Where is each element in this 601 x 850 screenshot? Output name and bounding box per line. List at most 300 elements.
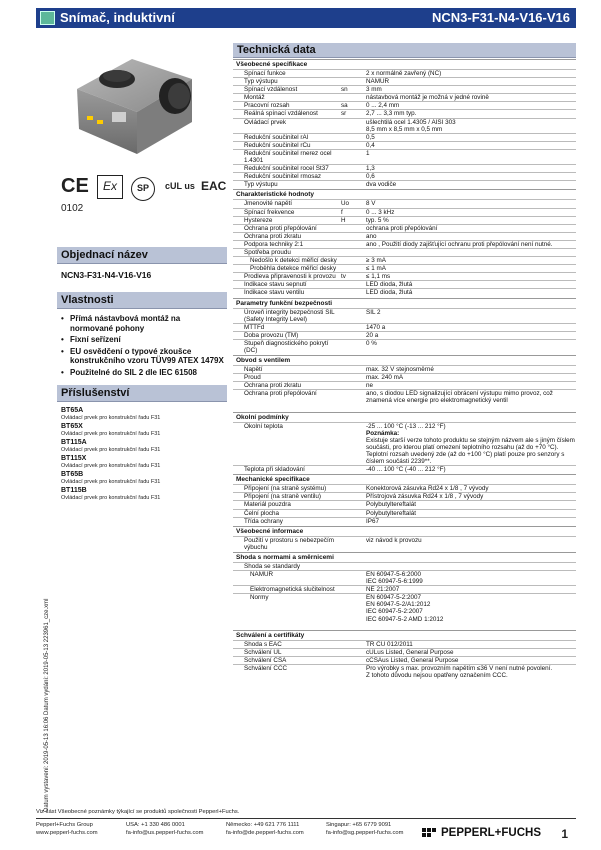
tech-row-symbol — [341, 485, 366, 492]
tech-group-heading: Parametry funkční bezpečnosti — [233, 298, 576, 308]
accessory-code: BT65X — [61, 423, 83, 430]
cul-mark: cUL us — [165, 181, 195, 191]
tech-row-symbol — [341, 181, 366, 188]
tech-row — [233, 272, 576, 280]
footer-usa-email[interactable]: fa-info@us.pepperl-fuchs.com — [126, 829, 204, 836]
tech-row-label: Ochrana proti přepólování — [244, 224, 317, 232]
tech-row-label: Čelní plocha — [244, 509, 280, 517]
tech-row-symbol — [341, 665, 366, 679]
tech-row-value-line: ≤ 1,1 ms — [366, 273, 391, 281]
tech-row-value — [366, 382, 576, 389]
footer-group-web[interactable]: www.pepperl-fuchs.com — [36, 829, 98, 836]
tech-row-symbol — [341, 374, 366, 381]
tech-row-value-line: dva vodiče — [366, 181, 397, 189]
tech-row — [233, 118, 576, 133]
ce-number: 0102 — [61, 203, 84, 214]
tech-row-value — [366, 181, 576, 188]
tech-row-value — [366, 78, 576, 85]
tech-row-value-line: ano — [366, 232, 377, 240]
tech-row-value-line: 0,6 — [366, 173, 375, 181]
tech-row-label: Nedošlo k detekci měřicí desky — [250, 257, 337, 265]
tech-row-value — [366, 209, 576, 216]
tech-row-value-line: Teplotní rozsah uvedený zde (až do +100 °C) platí pouze pro senzory s číslem součásti 2239**. — [366, 450, 565, 466]
tech-row-value-line: NAMUR — [366, 78, 390, 86]
tech-row — [233, 69, 576, 77]
tech-row-label: Třída ochrany — [244, 517, 283, 525]
tech-row-value-line: typ. 5 % — [366, 216, 389, 224]
tech-row — [233, 164, 576, 172]
tech-row-value-line: ano, s diodou LED signalizující obrácení výstupu mimo provoz, což znamená více energie pro elektromagnetický ventil — [366, 390, 553, 405]
tech-row-value-line: 0,4 — [366, 141, 375, 149]
tech-row-value — [366, 70, 576, 77]
tech-group-heading: Schválení a certifikáty — [233, 630, 576, 640]
tech-row-label: Napětí — [244, 366, 263, 374]
tech-row-label: Spínací vzdálenost — [244, 86, 298, 94]
tech-row — [233, 562, 576, 570]
tech-row-value-line: 0,5 — [366, 133, 375, 141]
tech-row-symbol — [341, 537, 366, 551]
tech-row-symbol — [341, 340, 366, 354]
tech-row-symbol — [341, 257, 366, 264]
tech-row-value-line: cULus Listed, General Purpose — [366, 648, 454, 656]
product-photo — [57, 34, 227, 169]
tech-row-value-line: Polybutyltereftalát — [366, 509, 417, 517]
tech-row-value-line: Konektorová zásuvka Rd24 x 1/8 , 7 vývody — [366, 485, 489, 493]
tech-row-label: Materiál pouzdra — [244, 501, 291, 509]
accessory-desc: Ovládací prvek pro konstrukční řadu F31 — [61, 447, 161, 453]
tech-row-value-line: Poznámka: — [366, 429, 400, 437]
tech-row-value-line: viz návod k provozu — [366, 536, 422, 544]
tech-row-value-line: 2,7 ... 3,3 mm typ. — [366, 110, 417, 118]
tech-row-label: Schválení UL — [244, 648, 282, 656]
tech-row — [233, 85, 576, 93]
tech-row-label: MTTFd — [244, 323, 265, 331]
tech-row — [233, 240, 576, 248]
pepperl-fuchs-logo: PEPPERL+FUCHS — [441, 827, 542, 839]
features-heading: Vlastnosti — [57, 292, 227, 309]
tech-row-value — [366, 265, 576, 272]
tech-row-value-line: EN 60947-5-2/A1:2012 — [366, 601, 431, 609]
tech-row — [233, 232, 576, 240]
tech-row — [233, 133, 576, 141]
accessories-list — [57, 402, 227, 506]
tech-row-value-line: 1,3 — [366, 165, 375, 173]
tech-row-symbol — [341, 332, 366, 339]
tech-row-value — [366, 86, 576, 93]
tech-row-value-line: 0 % — [366, 339, 377, 347]
tech-row-value — [366, 332, 576, 339]
tech-row-label: Proud — [244, 374, 261, 382]
tech-row-value — [366, 563, 576, 570]
tech-row — [233, 648, 576, 656]
tech-row-value-line: IEC 60947-5-6:1999 — [366, 578, 423, 586]
tech-row-label: Schválení CSA — [244, 656, 287, 664]
tech-row-symbol — [341, 571, 366, 585]
tech-row-label: Redukční součinitel rocel St37 — [244, 165, 329, 173]
tech-row-label: Doba provozu (TM) — [244, 331, 299, 339]
ex-mark: Ex — [97, 175, 123, 199]
tech-row-symbol — [341, 657, 366, 664]
tech-row-symbol — [341, 289, 366, 296]
tech-row-symbol — [341, 466, 366, 473]
group-gap — [233, 405, 576, 411]
accessory-code: BT115B — [61, 487, 87, 494]
tech-row-value-line: EN 60947-5-6:2000 — [366, 570, 421, 578]
tech-row-value-line: Z tohoto důvodu nejsou opatřeny označením CCC. — [366, 672, 508, 679]
tech-row-value — [366, 374, 576, 381]
footer-germany-phone: Německo: +49 621 776 1111 — [226, 822, 300, 828]
accessory-desc: Ovládací prvek pro konstrukční řadu F31 — [61, 495, 161, 501]
tech-row — [233, 373, 576, 381]
page-footer — [36, 809, 576, 841]
footer-singapore-phone: Singapur: +65 6779 9091 — [326, 822, 392, 828]
tech-row — [233, 331, 576, 339]
tech-row-value — [366, 200, 576, 207]
tech-row — [233, 365, 576, 373]
tech-row-label: Spotřeba proudu — [244, 248, 291, 256]
tech-row — [233, 288, 576, 296]
tech-row — [233, 101, 576, 109]
tech-row — [233, 224, 576, 232]
tech-row-value — [366, 309, 576, 323]
tech-row-value-line: EN 60947-5-2:2007 — [366, 594, 421, 602]
tech-row-label: Typ výstupu — [244, 181, 278, 189]
tech-row-value-line: 0 ... 2,4 mm — [366, 102, 400, 110]
tech-row-value-line: -40 ... 100 °C (-40 ... 212 °F) — [366, 466, 446, 474]
tech-row-label: Hystereze — [244, 216, 273, 224]
accessory-desc: Ovládací prvek pro konstrukční řadu F31 — [61, 463, 161, 469]
tech-row — [233, 640, 576, 648]
tech-row — [233, 149, 576, 164]
tech-row-symbol — [341, 134, 366, 141]
tech-row-value-line: ≤ 1 mA — [366, 265, 386, 273]
tech-row-label: Indikace stavu sepnutí — [244, 281, 307, 289]
tech-row-value — [366, 493, 576, 500]
tech-row-value — [366, 233, 576, 240]
footer-germany — [226, 822, 304, 837]
accessory-desc: Ovládací prvek pro konstrukční řadu F31 — [61, 479, 161, 485]
tech-row — [233, 199, 576, 207]
technical-data-column — [233, 43, 576, 679]
tech-row — [233, 256, 576, 264]
tech-row-symbol — [341, 501, 366, 508]
tech-row-value — [366, 657, 576, 664]
tech-group-heading: Shoda s normami a směrnicemi — [233, 552, 576, 562]
tech-row — [233, 536, 576, 551]
tech-row-symbol: sr — [341, 110, 347, 118]
tech-row-symbol — [341, 165, 366, 172]
tech-row-value — [366, 102, 576, 109]
tech-row-value-line: NE 21:2007 — [366, 586, 400, 594]
tech-row-label: Prodleva připravenosti k provozu — [244, 273, 336, 281]
tech-row-label: Pracovní rozsah — [244, 102, 290, 110]
accessory-code: BT115X — [61, 455, 87, 462]
tech-group-heading: Obvod s ventilem — [233, 355, 576, 365]
tech-row-symbol: f — [341, 208, 343, 216]
tech-row-symbol — [341, 324, 366, 331]
tech-row — [233, 465, 576, 473]
tech-row-value-line: 8,5 mm x 8,5 mm x 0,5 mm — [366, 125, 443, 133]
tech-row-label: Schválení CCC — [244, 664, 288, 672]
tech-row-symbol — [341, 142, 366, 149]
tech-row-value-line: 0 ... 3 kHz — [366, 208, 395, 216]
tech-group-heading: Mechanické specifikace — [233, 474, 576, 484]
tech-row-value — [366, 501, 576, 508]
footer-usa — [126, 822, 203, 837]
tech-row — [233, 141, 576, 149]
tech-row — [233, 517, 576, 525]
tech-row-value-line: Polybutyltereftalát — [366, 501, 417, 509]
tech-row-label: Indikace stavu ventilu — [244, 289, 305, 297]
tech-row — [233, 109, 576, 117]
tech-row-value — [366, 423, 576, 466]
feature-item: • Fixní seřízení — [61, 335, 225, 345]
csa-mark: SP — [131, 177, 155, 201]
tech-row-label: Reálná spínací vzdálenost — [244, 110, 318, 118]
tech-row-label: Shoda se standardy — [244, 562, 301, 570]
tech-row-label: Typ výstupu — [244, 78, 278, 86]
tech-row-value — [366, 485, 576, 492]
tech-row-value-line: -25 ... 100 °C (-13 ... 212 °F) — [366, 422, 446, 430]
tech-row-value-line: Přístrojová zásuvka Rd24 x 1/8 , 7 vývody — [366, 493, 484, 501]
tech-row-value-line: 8 V — [366, 200, 376, 208]
tech-row-symbol — [341, 233, 366, 240]
tech-row-value-line: LED dioda, žlutá — [366, 281, 413, 289]
tech-row — [233, 280, 576, 288]
tech-row-value-line: nástavbová montáž je možná v jedné rovině — [366, 94, 489, 102]
tech-row-symbol — [341, 423, 366, 466]
tech-row-value — [366, 324, 576, 331]
tech-row-symbol: Uo — [341, 200, 350, 208]
tech-row-symbol — [341, 281, 366, 288]
tech-row-value — [366, 366, 576, 373]
feature-item: • Použitelné do SIL 2 dle IEC 61508 — [61, 368, 225, 378]
tech-row-value-line: TR CU 012/2011 — [366, 640, 413, 648]
tech-row-value — [366, 119, 576, 133]
tech-row-symbol — [341, 119, 366, 133]
tech-row — [233, 323, 576, 331]
tech-row — [233, 585, 576, 593]
tech-row — [233, 664, 576, 679]
footer-singapore — [326, 822, 403, 837]
tech-row-value — [366, 273, 576, 280]
tech-row — [233, 500, 576, 508]
tech-row-symbol — [341, 225, 366, 232]
tech-row-value-line: ≥ 3 mA — [366, 257, 386, 265]
tech-row — [233, 339, 576, 354]
features-list — [57, 309, 227, 385]
tech-row-label: Připojení (na straně systému) — [244, 485, 327, 493]
tech-row — [233, 180, 576, 188]
footer-singapore-email[interactable]: fa-info@sg.pepperl-fuchs.com — [326, 829, 404, 836]
tech-row-label: Připojení (na straně ventilu) — [244, 493, 322, 501]
tech-row-value-line: IP67 — [366, 517, 379, 525]
tech-row — [233, 492, 576, 500]
tech-row-symbol — [341, 493, 366, 500]
tech-row-value — [366, 390, 576, 404]
tech-row-value — [366, 594, 576, 622]
tech-row-value — [366, 173, 576, 180]
tech-row-value — [366, 225, 576, 232]
product-model-title: NCN3-F31-N4-V16-V16 — [432, 10, 570, 25]
ce-mark: CE — [61, 175, 89, 197]
tech-row-value — [366, 641, 576, 648]
tech-row — [233, 389, 576, 404]
tech-row-value-line: Existuje starší verze tohoto produktu se stejným názvem ale s jiným číslem součásti, pro kterou platí omezení teplotního rozsahu (až do +70 °C). — [366, 436, 575, 451]
tech-row — [233, 422, 576, 466]
tech-row-symbol — [341, 518, 366, 525]
tech-row-value — [366, 289, 576, 296]
tech-row-value-line: cCSAus Listed, General Purpose — [366, 656, 459, 664]
tech-row — [233, 208, 576, 216]
tech-group-heading: Okolní podmínky — [233, 412, 576, 422]
tech-row-value — [366, 94, 576, 101]
tech-row-value-line: LED dioda, žlutá — [366, 289, 413, 297]
tech-row-label: Úroveň integrity bezpečnosti SIL (Safety Integrity Level) — [244, 308, 335, 323]
footer-note: Viz část Všeobecné poznámky týkající se produktů společnosti Pepperl+Fuchs. — [36, 809, 240, 815]
tech-row-value-line: ano , Použití diody zajišťující ochranu proti přepólování není nutné. — [366, 240, 553, 248]
tech-row-value — [366, 217, 576, 224]
tech-row-label: Spínací funkce — [244, 70, 286, 77]
tech-row-value-line: 3 mm — [366, 86, 382, 94]
certification-marks — [57, 171, 227, 231]
tech-row — [233, 93, 576, 101]
tech-row — [233, 593, 576, 622]
tech-row — [233, 381, 576, 389]
tech-row-value — [366, 134, 576, 141]
tech-row-value — [366, 257, 576, 264]
footer-group-name: Pepperl+Fuchs Group — [36, 822, 93, 828]
tech-row-value-line: ne — [366, 382, 374, 390]
tech-row-value — [366, 241, 576, 248]
group-gap — [233, 623, 576, 629]
accessory-code: BT65A — [61, 407, 84, 414]
tech-row-symbol — [341, 641, 366, 648]
order-name-value: NCN3-F31-N4-V16-V16 — [61, 270, 152, 280]
tech-row-symbol — [341, 510, 366, 517]
tech-row-symbol — [341, 563, 366, 570]
tech-row-label: Spínací frekvence — [244, 208, 295, 216]
tech-row-value-line: max. 240 mA — [366, 374, 404, 382]
tech-row — [233, 77, 576, 85]
tech-row-symbol — [341, 150, 366, 164]
tech-row-label: Redukční součinitel rmosaz — [244, 173, 321, 181]
tech-row-symbol: H — [341, 216, 346, 224]
tech-group-heading: Všeobecné specifikace — [233, 59, 576, 69]
tech-row — [233, 509, 576, 517]
tech-row-value — [366, 165, 576, 172]
product-type-title: Snímač, induktivní — [60, 10, 175, 25]
tech-group-heading: Charakteristické hodnoty — [233, 189, 576, 199]
tech-row-symbol: sn — [341, 86, 348, 94]
tech-row-symbol: tv — [341, 273, 346, 281]
tech-row-symbol — [341, 594, 366, 622]
tech-row-value-line: ochrana proti přepólování — [366, 224, 438, 232]
accessory-desc: Ovládací prvek pro konstrukční řadu F31 — [61, 431, 161, 437]
tech-row-symbol — [341, 94, 366, 101]
tech-row-symbol: sa — [341, 102, 348, 110]
tech-row-value-line: 2 x normálně zavřený (NC) — [366, 70, 442, 77]
technical-data-heading: Technická data — [233, 43, 576, 58]
tech-row-value — [366, 586, 576, 593]
tech-row-label: Proběhla detekce měřicí desky — [250, 265, 337, 273]
tech-row-symbol — [341, 309, 366, 323]
tech-row — [233, 172, 576, 180]
tech-row-value-line: IEC 60947-5-2 AMD 1:2012 — [366, 615, 444, 623]
tech-row-label: Ovládací prvek — [244, 118, 286, 126]
tech-row-label: Redukční součinitel rnerez ocel 1.4301 — [244, 149, 332, 165]
tech-row-value-line: ušlechtilá ocel 1.4305 / AISI 303 — [366, 118, 456, 126]
eac-mark: EAC — [201, 179, 227, 193]
accessory-code: BT65B — [61, 471, 84, 478]
tech-row-value — [366, 466, 576, 473]
tech-row — [233, 216, 576, 224]
tech-row-value-line: 1470 a — [366, 323, 386, 331]
tech-row-value-line: Pro výrobky s max. provozním napětím ≤36 V není nutné povolení. — [366, 664, 553, 672]
tech-row-symbol — [341, 173, 366, 180]
accessories-heading: Příslušenství — [57, 385, 227, 402]
tech-row — [233, 570, 576, 585]
tech-row-symbol — [341, 265, 366, 272]
tech-row-label: Ochrana proti zkratu — [244, 382, 302, 390]
tech-row-label: Jmenovité napětí — [244, 200, 292, 208]
tech-row-label: Teplota při skladování — [244, 466, 305, 474]
tech-row-value — [366, 510, 576, 517]
feature-item: • Přímá nástavbová montáž na normované pohony — [61, 314, 225, 333]
tech-row-symbol — [341, 382, 366, 389]
tech-row-value-line: 1 — [366, 149, 370, 157]
tech-row-label: Ochrana proti přepólování — [244, 390, 317, 398]
tech-row-label: Shoda s EAC — [244, 640, 282, 648]
left-column — [57, 34, 227, 506]
tech-row-value — [366, 281, 576, 288]
accessory-code: BT115A — [61, 439, 87, 446]
tech-row-label: Okolní teplota — [244, 422, 283, 430]
order-name-heading: Objednací název — [57, 247, 227, 264]
footer-usa-phone: USA: +1 330 486 0001 — [126, 822, 185, 828]
tech-row-symbol — [341, 390, 366, 404]
tech-row-label: NAMUR — [250, 570, 274, 578]
tech-row — [233, 484, 576, 492]
tech-row-value — [366, 249, 576, 256]
tech-row-value — [366, 649, 576, 656]
tech-row-value — [366, 142, 576, 149]
tech-row-label: Stupeň diagnostického pokrytí (DC) — [244, 339, 329, 354]
tech-row-label: Elektromagnetická slučitelnost — [250, 586, 335, 594]
tech-row-label: Montáž — [244, 94, 265, 102]
tech-row — [233, 264, 576, 272]
tech-row — [233, 308, 576, 323]
tech-row-value-line: SIL 2 — [366, 308, 381, 316]
header-square-icon — [40, 11, 55, 25]
tech-row-value-line: 20 a — [366, 331, 379, 339]
issue-date-vertical: Datum vystavení: 2019-05-13 16:06 Datum vydání: 2019-05-13 223961_cze.xml — [44, 598, 50, 812]
tech-row-value — [366, 150, 576, 164]
footer-group — [36, 822, 98, 837]
tech-row-label: Redukční součinitel rCu — [244, 141, 311, 149]
tech-row-value — [366, 340, 576, 354]
tech-row-value — [366, 518, 576, 525]
tech-row-value-line: IEC 60947-5-2:2007 — [366, 608, 423, 616]
tech-row-value — [366, 665, 576, 679]
tech-row-symbol — [341, 366, 366, 373]
footer-germany-email[interactable]: fa-info@de.pepperl-fuchs.com — [226, 829, 304, 836]
tech-row-value-line: max. 32 V stejnosměrné — [366, 366, 434, 374]
technical-data-table — [233, 59, 576, 679]
tech-row-label: Použití v prostoru s nebezpečím výbuchu — [244, 536, 334, 551]
tech-row-label: Podpora techniky 2:1 — [244, 240, 304, 248]
page-number: 1 — [561, 827, 568, 841]
